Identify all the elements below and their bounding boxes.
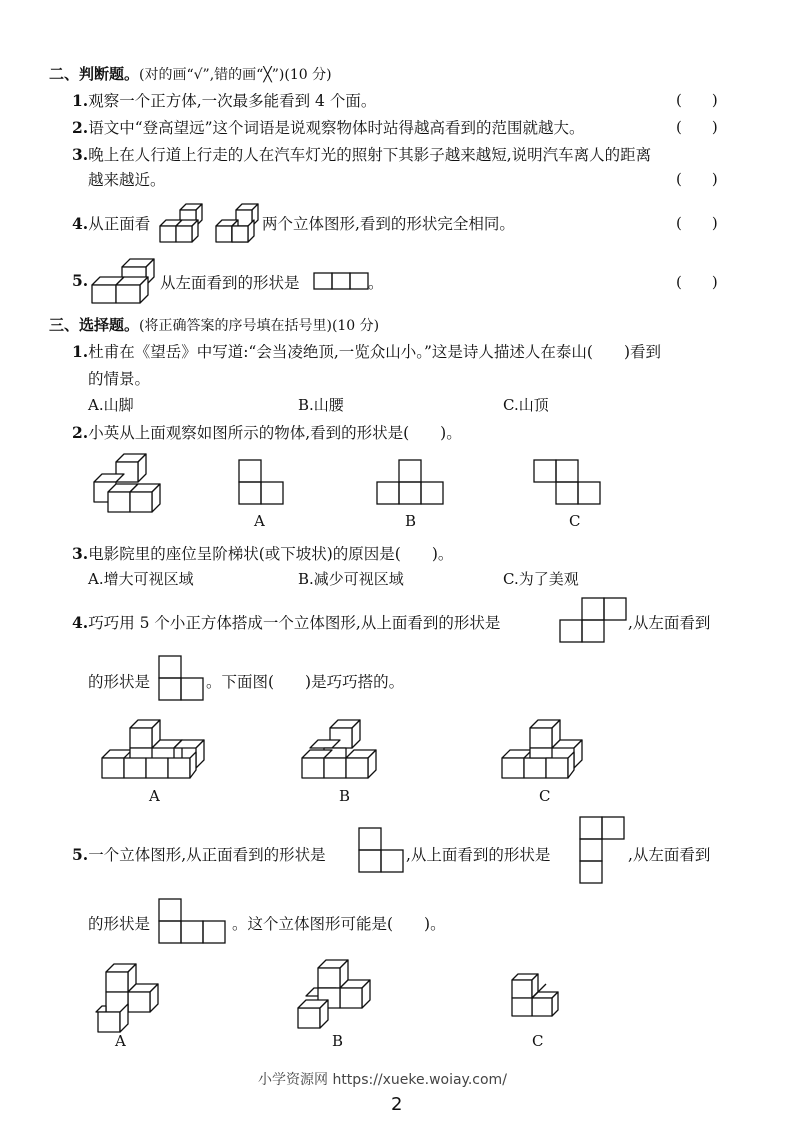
- judge-q2: 2.语文中“登高望远”这个词语是说观察物体时站得越高看到的范围就越大。: [72, 118, 585, 137]
- q5-front-view-shape: [358, 827, 406, 873]
- judge-q3: 3.晚上在人行道上行走的人在汽车灯光的照射下其影子越来越短,说明汽车离人的距离: [72, 145, 652, 164]
- q2-label-a[interactable]: A: [254, 512, 265, 530]
- section-note: (将正确答案的序号填在括号里)(10 分): [139, 318, 380, 334]
- choice-q2: 2.小英从上面观察如图所示的物体,看到的形状是( )。: [72, 423, 462, 442]
- q5-left-view-shape: [313, 272, 369, 290]
- q2-option-c-shape: [533, 459, 603, 507]
- q5-option-c-figure: [508, 966, 578, 1028]
- judge-q4-tail: 两个立体图形,看到的形状完全相同。: [262, 215, 515, 233]
- q4-left-view-shape: [158, 655, 206, 701]
- q4-label-a[interactable]: A: [149, 787, 160, 805]
- answer-paren[interactable]: ( ): [676, 118, 718, 136]
- choice-q5-mid2: ,从左面看到: [628, 846, 711, 864]
- choice-q1: 1.杜甫在《望岳》中写道:“会当凌绝顶,一览众山小。”这是诗人描述人在泰山( )看到: [72, 342, 662, 361]
- q2-label-c[interactable]: C: [569, 512, 581, 530]
- judge-q5-num: 5.: [72, 271, 89, 290]
- answer-paren[interactable]: ( ): [676, 214, 718, 232]
- q2-object-figure: [92, 452, 167, 514]
- section-3-heading: [49, 314, 379, 335]
- choice-q5: 5.一个立体图形,从正面看到的形状是: [72, 845, 326, 864]
- section-2-heading: [49, 63, 332, 84]
- q5-option-b-figure: [296, 958, 386, 1030]
- q4-label-b[interactable]: B: [339, 787, 351, 805]
- footer-site: 小学资源网 https://xueke.woiay.com/: [258, 1072, 507, 1088]
- q2-option-b-shape: [376, 459, 446, 507]
- q4-option-c-figure: [500, 716, 590, 780]
- choice-q5-mid: ,从上面看到的形状是: [406, 846, 551, 864]
- option-c[interactable]: C.为了美观: [503, 570, 579, 588]
- option-a[interactable]: A.山脚: [88, 396, 134, 414]
- choice-q1-line2: 的情景。: [88, 370, 151, 388]
- answer-paren[interactable]: ( ): [676, 273, 718, 291]
- q2-label-b[interactable]: B: [405, 512, 417, 530]
- judge-q5-text: 从左面看到的形状是: [160, 274, 300, 292]
- answer-paren[interactable]: ( ): [676, 170, 718, 188]
- answer-paren[interactable]: ( ): [676, 91, 718, 109]
- judge-q1: 1.观察一个正方体,一次最多能看到 4 个面。: [72, 91, 377, 110]
- option-b[interactable]: B.减少可视区域: [298, 570, 404, 588]
- judge-q3-line2: 越来越近。: [88, 171, 166, 189]
- cube-figure-2: [216, 204, 258, 242]
- q5-left-view-shape: [158, 898, 230, 946]
- q4-figure-pair: [158, 196, 258, 246]
- choice-q5-tail: 。这个立体图形可能是( )。: [232, 915, 446, 933]
- option-b[interactable]: B.山腰: [298, 396, 344, 414]
- q5-label-b[interactable]: B: [332, 1032, 344, 1050]
- option-a[interactable]: A.增大可视区域: [88, 570, 194, 588]
- q5-top-view-shape: [579, 816, 629, 886]
- choice-q4-mid: ,从左面看到: [628, 614, 711, 632]
- q4-top-view-shape: [559, 597, 629, 643]
- q5-option-a-figure: [94, 962, 174, 1032]
- judge-q5-tail: 。: [368, 274, 384, 292]
- choice-q5-line2: 的形状是: [88, 915, 151, 933]
- q2-option-a-shape: [238, 459, 286, 507]
- q5-label-a[interactable]: A: [115, 1032, 126, 1050]
- q4-label-c[interactable]: C: [539, 787, 551, 805]
- q4-option-a-figure: [100, 716, 210, 780]
- option-c[interactable]: C.山顶: [503, 396, 549, 414]
- q5-label-c[interactable]: C: [532, 1032, 544, 1050]
- section-note: (对的画“√”,错的画“╳”)(10 分): [139, 67, 332, 83]
- cube-figure-1: [160, 204, 202, 242]
- section-title: 三、选择题。: [49, 316, 140, 334]
- page-number: 2: [391, 1094, 403, 1115]
- choice-q4: 4.巧巧用 5 个小正方体搭成一个立体图形,从上面看到的形状是: [72, 613, 501, 632]
- choice-q4-line2: 的形状是: [88, 673, 151, 691]
- q4-option-b-figure: [300, 716, 390, 780]
- choice-q3: 3.电影院里的座位呈阶梯状(或下坡状)的原因是( )。: [72, 544, 454, 563]
- q5-cube-figure: [90, 257, 160, 303]
- section-title: 二、判断题。: [49, 65, 140, 83]
- judge-q4: 4.从正面看: [72, 214, 151, 233]
- choice-q4-tail: 。下面图( )是巧巧搭的。: [206, 673, 405, 691]
